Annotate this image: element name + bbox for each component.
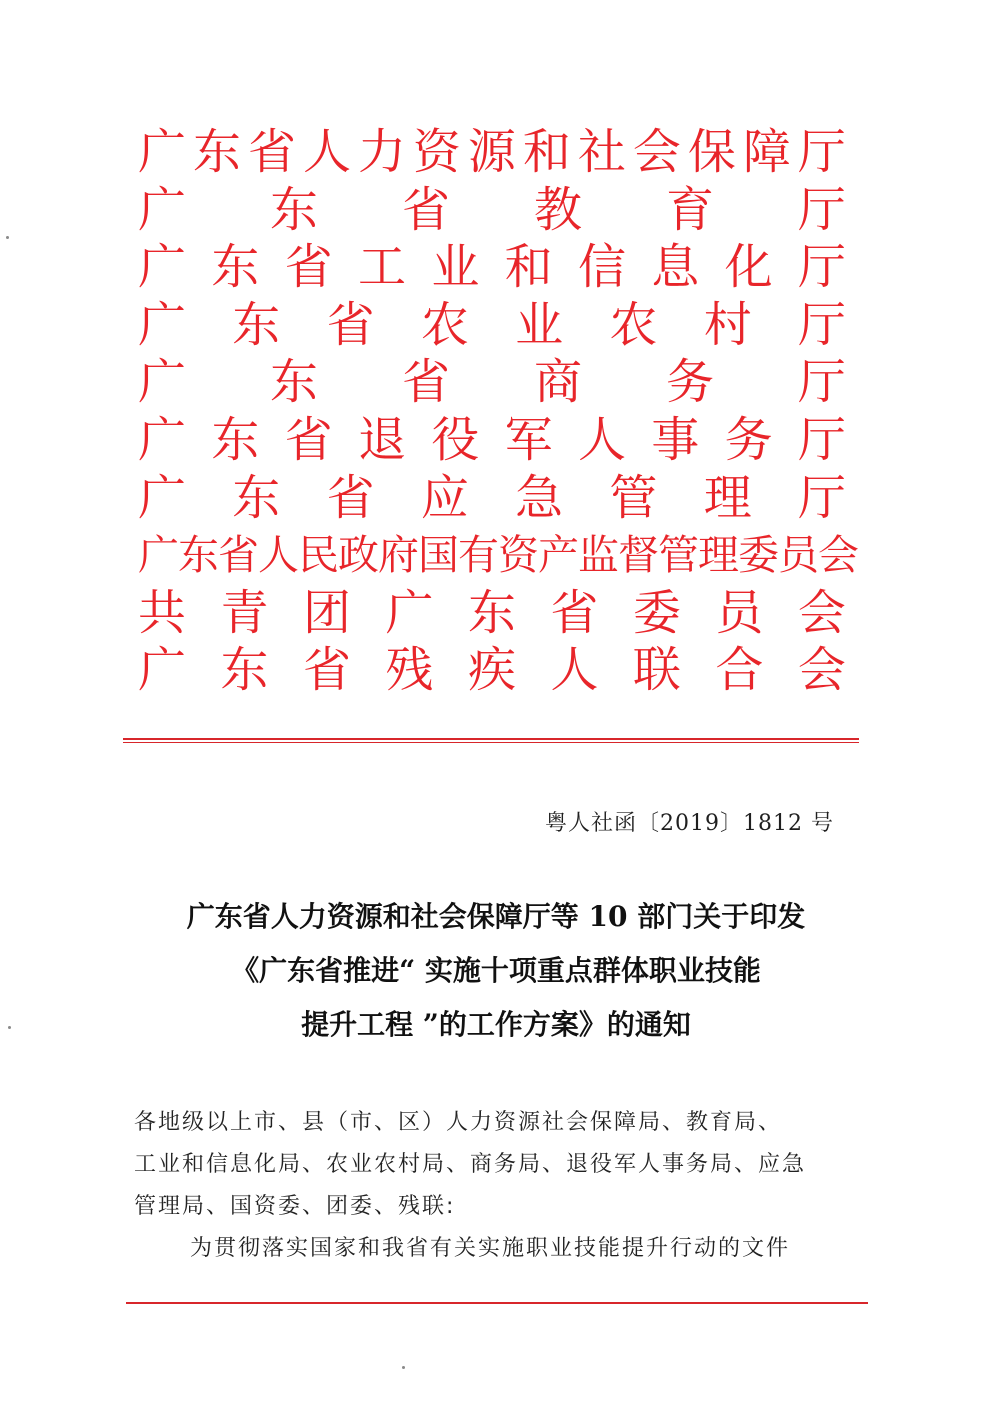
department-char: 农 <box>609 296 658 353</box>
department-char: 厅 <box>797 124 846 180</box>
department-char: 政 <box>338 531 378 580</box>
department-char: 合 <box>715 642 764 699</box>
department-char: 广 <box>138 181 187 238</box>
department-row <box>138 297 846 355</box>
document-body <box>134 1102 870 1270</box>
department-char: 广 <box>138 531 178 580</box>
department-char: 和 <box>504 239 553 296</box>
issuing-departments-header <box>138 124 858 700</box>
department-char: 信 <box>577 239 626 296</box>
department-char: 疾 <box>467 642 516 699</box>
department-char: 人 <box>302 124 351 180</box>
department-char: 事 <box>651 411 700 468</box>
department-char: 东 <box>211 411 260 468</box>
department-char: 会 <box>797 642 846 699</box>
department-char: 有 <box>458 531 498 580</box>
scan-speck <box>402 1366 405 1369</box>
department-char: 厅 <box>797 296 846 353</box>
scan-speck <box>6 236 9 239</box>
department-char: 厅 <box>797 469 846 526</box>
department-char: 东 <box>467 584 516 641</box>
department-char: 厅 <box>797 354 846 411</box>
department-char: 省 <box>218 531 258 580</box>
department-char: 会 <box>797 584 846 641</box>
department-char: 共 <box>138 584 187 641</box>
department-char: 退 <box>357 411 406 468</box>
department-char: 省 <box>401 354 450 411</box>
department-char: 省 <box>247 124 296 180</box>
department-char: 资 <box>412 124 461 180</box>
title-line-3: 提升工程 ”的工作方案》的通知 <box>301 1008 691 1041</box>
department-char: 人 <box>550 642 599 699</box>
department-row <box>138 642 846 700</box>
department-row <box>138 527 858 585</box>
addressee-line-2: 工业和信息化局、农业农村局、商务局、退役军人事务局、应急 <box>134 1152 807 1177</box>
department-char: 理 <box>703 469 752 526</box>
department-char: 管 <box>658 531 698 580</box>
department-char: 广 <box>138 354 187 411</box>
department-char: 农 <box>420 296 469 353</box>
department-char: 会 <box>818 531 858 580</box>
department-row <box>138 239 846 297</box>
document-title <box>120 890 872 1052</box>
department-row <box>138 470 846 528</box>
department-char: 军 <box>504 411 553 468</box>
department-char: 社 <box>577 124 626 180</box>
department-char: 东 <box>232 469 281 526</box>
department-char: 省 <box>302 642 351 699</box>
department-char: 育 <box>665 181 714 238</box>
title-line-1: 广东省人力资源和社会保障厅等 10 部门关于印发 <box>186 900 806 933</box>
department-char: 省 <box>401 181 450 238</box>
department-char: 省 <box>550 584 599 641</box>
department-char: 省 <box>326 469 375 526</box>
department-char: 省 <box>284 411 333 468</box>
department-char: 东 <box>269 181 318 238</box>
department-char: 应 <box>420 469 469 526</box>
department-char: 东 <box>192 124 241 180</box>
department-char: 东 <box>178 531 218 580</box>
department-char: 产 <box>538 531 578 580</box>
department-row <box>138 124 846 182</box>
department-char: 役 <box>431 411 480 468</box>
department-char: 工 <box>357 239 406 296</box>
department-char: 委 <box>632 584 681 641</box>
department-char: 业 <box>431 239 480 296</box>
department-char: 东 <box>269 354 318 411</box>
department-char: 团 <box>302 584 351 641</box>
department-char: 广 <box>385 584 434 641</box>
document-number: 粤人社函〔2019〕1812 号 <box>545 811 834 836</box>
department-char: 障 <box>742 124 791 180</box>
department-char: 人 <box>258 531 298 580</box>
red-separator-bottom <box>126 1302 868 1304</box>
body-paragraph-start: 为贯彻落实国家和我省有关实施职业技能提升行动的文件 <box>190 1236 791 1261</box>
department-char: 管 <box>609 469 658 526</box>
department-char: 和 <box>522 124 571 180</box>
department-char: 广 <box>138 469 187 526</box>
department-char: 厅 <box>797 181 846 238</box>
department-char: 督 <box>618 531 658 580</box>
addressee-line-3: 管理局、国资委、团委、残联: <box>134 1194 456 1219</box>
department-char: 广 <box>138 411 187 468</box>
red-rule-footer <box>126 1302 868 1304</box>
department-char: 民 <box>298 531 338 580</box>
department-char: 务 <box>724 411 773 468</box>
department-char: 厅 <box>797 411 846 468</box>
department-char: 资 <box>498 531 538 580</box>
department-char: 商 <box>533 354 582 411</box>
department-char: 联 <box>632 642 681 699</box>
department-char: 急 <box>515 469 564 526</box>
department-char: 广 <box>138 124 187 180</box>
department-row <box>138 354 846 412</box>
department-char: 业 <box>515 296 564 353</box>
department-char: 力 <box>357 124 406 180</box>
department-char: 化 <box>724 239 773 296</box>
department-char: 理 <box>698 531 738 580</box>
department-char: 源 <box>467 124 516 180</box>
department-char: 员 <box>778 531 818 580</box>
department-char: 委 <box>738 531 778 580</box>
addressee-line-1: 各地级以上市、县（市、区）人力资源社会保障局、教育局、 <box>134 1110 783 1135</box>
red-rule-thin <box>123 742 859 743</box>
red-separator-top <box>123 738 859 743</box>
department-char: 厅 <box>797 239 846 296</box>
department-char: 息 <box>651 239 700 296</box>
department-char: 国 <box>418 531 458 580</box>
department-char: 教 <box>533 181 582 238</box>
department-char: 省 <box>326 296 375 353</box>
department-char: 员 <box>715 584 764 641</box>
department-char: 广 <box>138 296 187 353</box>
scan-speck <box>8 1026 11 1029</box>
department-char: 保 <box>687 124 736 180</box>
department-char: 青 <box>220 584 269 641</box>
department-char: 务 <box>665 354 714 411</box>
department-char: 村 <box>703 296 752 353</box>
department-char: 人 <box>577 411 626 468</box>
department-char: 广 <box>138 642 187 699</box>
department-row <box>138 585 846 643</box>
department-char: 东 <box>220 642 269 699</box>
department-char: 残 <box>385 642 434 699</box>
department-row <box>138 182 846 240</box>
department-row <box>138 412 846 470</box>
department-char: 广 <box>138 239 187 296</box>
red-rule-thick <box>123 738 859 740</box>
department-char: 省 <box>284 239 333 296</box>
title-line-2: 《广东省推进“ 实施十项重点群体职业技能 <box>231 954 761 987</box>
department-char: 东 <box>232 296 281 353</box>
department-char: 会 <box>632 124 681 180</box>
department-char: 东 <box>211 239 260 296</box>
department-char: 监 <box>578 531 618 580</box>
department-char: 府 <box>378 531 418 580</box>
